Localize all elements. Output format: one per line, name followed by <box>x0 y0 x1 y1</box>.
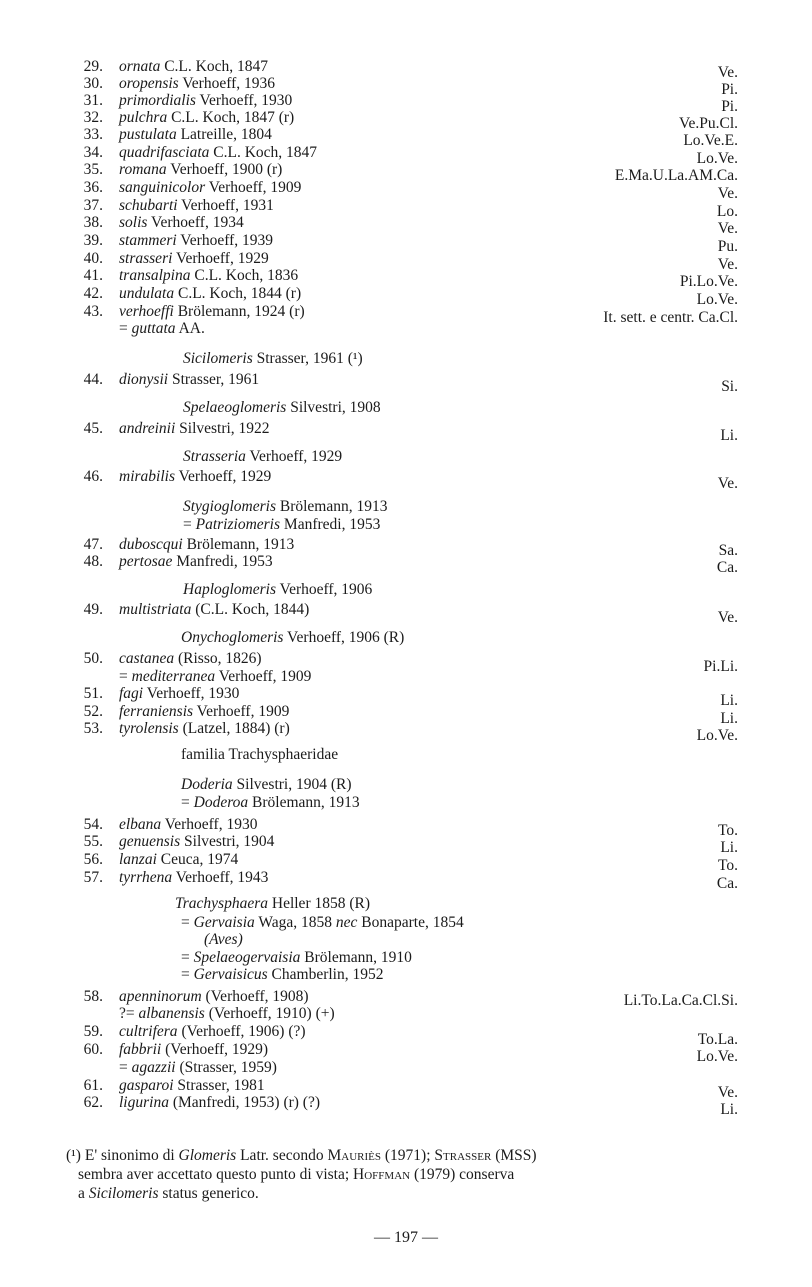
region-code: Li. <box>720 1101 738 1118</box>
genus-synonym: = Patriziomeris Manfredi, 1953 <box>183 516 381 533</box>
species-name: elbana <box>119 816 162 833</box>
species-name: schubarti <box>119 197 178 214</box>
genus-synonym: = Spelaeogervaisia Brölemann, 1910 <box>181 949 412 966</box>
species-name: solis <box>119 214 148 231</box>
list-item: 29. ornata C.L. Koch, 1847 Ve. <box>83 58 738 81</box>
species-name: primordialis <box>119 92 196 109</box>
species-name: tyrolensis <box>119 720 179 737</box>
species-name: ornata <box>119 58 161 75</box>
list-item: 45. andreinii Silvestri, 1922 Li. <box>83 420 738 444</box>
species-name: genuensis <box>119 833 181 850</box>
list-item: 56. lanzai Ceuca, 1974 To. <box>83 851 738 874</box>
species-name: ferraniensis <box>119 703 194 720</box>
genus-heading: Spelaeoglomeris Silvestri, 1908 <box>183 399 381 416</box>
genus-name: Onychoglomeris <box>181 629 284 646</box>
species-name: oropensis <box>119 75 179 92</box>
genus-heading: Stygioglomeris Brölemann, 1913 <box>183 498 388 515</box>
species-name: ligurina <box>119 1094 169 1111</box>
region-code: Ve.Pu.Cl. <box>679 115 738 132</box>
footnote-mark: (¹) <box>66 1147 81 1164</box>
species-name: romana <box>119 161 167 178</box>
list-item: 54. elbana Verhoeff, 1930 To. <box>83 816 738 839</box>
list-item: 35. romana Verhoeff, 1900 (r) E.Ma.U.La.AM.Ca. <box>83 161 738 184</box>
list-item: 38. solis Verhoeff, 1934 Ve. <box>83 214 738 237</box>
region-code: Lo.Ve.E. <box>683 132 738 149</box>
species-name: mirabilis <box>119 468 175 485</box>
list-item: 57. tyrrhena Verhoeff, 1943 Ca. <box>83 869 738 892</box>
synonym-line: = mediterranea Verhoeff, 1909 <box>119 668 312 685</box>
genus-name: Gervaisia <box>193 914 255 931</box>
list-item: 51. fagi Verhoeff, 1930 Li. <box>83 685 738 709</box>
region-code: Pi. <box>721 81 738 98</box>
region-code: It. sett. e centr. Ca.Cl. <box>603 309 738 326</box>
synonym-name: guttata <box>131 320 176 337</box>
region-code: Ve. <box>717 1084 738 1101</box>
region-code: Ve. <box>717 185 738 202</box>
region-code: Ca. <box>716 559 738 576</box>
species-name: fagi <box>119 685 144 702</box>
genus-synonym: = Gervaisia Waga, 1858 nec Bonaparte, 1854 <box>181 914 464 931</box>
genus-synonym: = Doderoa Brölemann, 1913 <box>181 794 360 811</box>
list-item: 41. transalpina C.L. Koch, 1836 Pi.Lo.Ve. <box>83 267 738 290</box>
species-name: pulchra <box>119 109 168 126</box>
synonym-name: albanensis <box>138 1005 205 1022</box>
region-code: Si. <box>721 378 738 395</box>
region-code: Li. <box>720 692 738 709</box>
region-code: Li. <box>720 710 738 727</box>
synonym-line: ?= albanensis (Verhoeff, 1910) (+) <box>119 1005 335 1022</box>
species-name: transalpina <box>119 267 191 284</box>
list-item: 44. dionysii Strasser, 1961 Si. <box>83 371 738 395</box>
genus-name: Doderia <box>181 776 233 793</box>
region-code: E.Ma.U.La.AM.Ca. <box>614 167 738 184</box>
region-code: Li. <box>720 839 738 856</box>
list-item: 52. ferraniensis Verhoeff, 1909 Li. <box>83 703 738 727</box>
region-code: Lo. <box>716 203 738 220</box>
genus-name: Strasseria <box>183 448 246 465</box>
synonym-name: agazzii <box>131 1059 176 1076</box>
list-item: 55. genuensis Silvestri, 1904 Li. <box>83 833 738 856</box>
genus-synonym-note: (Aves) <box>204 931 243 948</box>
region-code: To. <box>717 857 738 874</box>
species-name: pertosae <box>119 553 173 570</box>
region-code: Pi. <box>721 98 738 115</box>
genus-name: Stygioglomeris <box>183 498 276 515</box>
list-item: 43. verhoeffi Brölemann, 1924 (r) It. sett. e centr. Ca.Cl. <box>83 303 738 326</box>
list-item: 58. apenninorum (Verhoeff, 1908) Li.To.La.Ca.Cl.Si. <box>83 988 738 1009</box>
region-code: Ve. <box>717 220 738 237</box>
genus-name: Sicilomeris <box>183 350 253 367</box>
genus-heading: Sicilomeris Strasser, 1961 (¹) <box>183 350 363 367</box>
species-name: cultrifera <box>119 1023 178 1040</box>
region-code: Pu. <box>717 238 738 255</box>
species-name: verhoeffi <box>119 303 174 320</box>
region-code: Pi.Li. <box>703 658 738 675</box>
region-code: Ve. <box>717 475 738 492</box>
list-item: 37. schubarti Verhoeff, 1931 Lo. <box>83 197 738 220</box>
species-name: gasparoi <box>119 1077 174 1094</box>
list-item: 33. pustulata Latreille, 1804 Lo.Ve.E. <box>83 126 738 149</box>
species-name: tyrrhena <box>119 869 173 886</box>
region-code: To. <box>717 822 738 839</box>
region-code: Ve. <box>717 64 738 81</box>
list-item: 36. sanguinicolor Verhoeff, 1909 Ve. <box>83 179 738 202</box>
list-item: 46. mirabilis Verhoeff, 1929 Ve. <box>83 468 738 492</box>
genus-name: Trachysphaera <box>175 895 268 912</box>
synonym-name: mediterranea <box>131 668 216 685</box>
genus-heading: Haploglomeris Verhoeff, 1906 <box>183 581 373 598</box>
genus-heading: Trachysphaera Heller 1858 (R) <box>175 895 371 912</box>
list-item: 61. gasparoi Strasser, 1981 Ve. <box>83 1077 738 1101</box>
region-code: Lo.Ve. <box>696 291 738 308</box>
list-item: 34. quadrifasciata C.L. Koch, 1847 Lo.Ve. <box>83 144 738 167</box>
genus-name: Spelaeogervaisia <box>193 949 301 966</box>
genus-heading: Doderia Silvestri, 1904 (R) <box>181 776 352 793</box>
species-name: pustulata <box>119 126 177 143</box>
species-name: duboscqui <box>119 536 183 553</box>
list-item: 30. oropensis Verhoeff, 1936 Pi. <box>83 75 738 98</box>
species-name: strasseri <box>119 250 173 267</box>
species-name: andreinii <box>119 420 176 437</box>
list-item: 50. castanea (Risso, 1826) Pi.Li. <box>83 650 738 675</box>
synonym-line: = agazzii (Strasser, 1959) <box>119 1059 277 1076</box>
list-item: 49. multistriata (C.L. Koch, 1844) Ve. <box>83 601 738 626</box>
genus-name: Patriziomeris <box>195 516 281 533</box>
region-code: Ca. <box>716 875 738 892</box>
genus-heading: Strasseria Verhoeff, 1929 <box>183 448 343 465</box>
genus-name: Spelaeoglomeris <box>183 399 287 416</box>
region-code: Li.To.La.Ca.Cl.Si. <box>623 992 738 1009</box>
list-item: 42. undulata C.L. Koch, 1844 (r) Lo.Ve. <box>83 285 738 308</box>
list-item: 47. duboscqui Brölemann, 1913 Sa. <box>83 536 738 559</box>
list-item: 48. pertosae Manfredi, 1953 Ca. <box>83 553 738 576</box>
species-name: undulata <box>119 285 175 302</box>
genus-heading: Onychoglomeris Verhoeff, 1906 (R) <box>181 629 405 646</box>
species-name: multistriata <box>119 601 192 618</box>
genus-name: Haploglomeris <box>183 581 276 598</box>
list-item: 53. tyrolensis (Latzel, 1884) (r) Lo.Ve. <box>83 720 738 744</box>
list-item: 39. stammeri Verhoeff, 1939 Pu. <box>83 232 738 255</box>
species-name: sanguinicolor <box>119 179 206 196</box>
genus-name: Doderoa <box>193 794 249 811</box>
family-heading: familia Trachysphaeridae <box>181 746 339 763</box>
region-code: Lo.Ve. <box>696 150 738 167</box>
genus-name: Gervaisicus <box>193 966 268 983</box>
list-item: 32. pulchra C.L. Koch, 1847 (r) Ve.Pu.Cl. <box>83 109 738 132</box>
species-name: fabbrii <box>119 1041 162 1058</box>
region-code: Lo.Ve. <box>696 727 738 744</box>
species-name: apenninorum <box>119 988 202 1005</box>
document-page: 29. ornata C.L. Koch, 1847 Ve. 30. oropensis Verhoeff, 1936 Pi. 31. primordialis Verhoeff, 1930 Pi. 32. pulchra C.L. Koch, 1847 (r) Ve.Pu.Cl. 33. pustulata Latreille, 1804 Lo.Ve.E. 34. quadrifasciata C.L. Koch, 1847 Lo.Ve. 35. romana Verhoeff, 1900 (r) E.Ma.U.La.AM.Ca. 36. sanguinicolor Verhoeff, 1909 Ve. 37. schubarti Verhoeff, 1931 Lo. 38. solis Verhoeff, 1934 Ve. 39. stammeri Verhoeff, 1939 Pu. 40. strasseri Verhoeff, 1929 Ve. 41. transalpina C.L. Koch, 1836 Pi.Lo.Ve. 42. undulata C.L. Koch, 1844 (r) Lo.Ve. 43. verhoeffi Brölemann, 1924 (r) It. sett. e centr. Ca.Cl. = guttata AA. Sicilomeris Strasser, 1961 (¹) 44. dionysii Strasser, 1961 Si. Spelaeoglomeris Silvestri, 1908 45. andreinii Silvestri, 1922 Li. Strasseria Verhoeff, 1929 46. mirabilis Verhoeff, 1929 Ve. Stygioglomeris Brölemann, 1913 = Patriziomeris Manfredi, 1953 47. duboscqui Brölemann, 1913 Sa. 48. pertosae Manfredi, 1953 Ca. Haploglomeris Verhoeff, 1906 49. multistriata (C.L. Koch, 1844) Ve. Onychoglomeris Verhoeff, 1906 (R) 50. castanea (Risso, 1826) Pi.Li. = mediterranea Verhoeff, 1909 51. fagi Verhoeff, 1930 Li. 52. ferraniensis Verhoeff, 1909 Li. 53. tyrolensis (Latzel, 1884) (r) Lo.Ve. familia Trachysphaeridae Doderia Silvestri, 1904 (R) = Doderoa Brölemann, 1913 54. elbana Verhoeff, 1930 To. 55. genuensis Silvestri, 1904 Li. 56. lanzai Ceuca, 1974 To. 57. tyrrhena Verhoeff, 1943 Ca. Trachysphaera Heller 1858 (R) = Gervaisia Waga, 1858 nec Bonaparte, 1854 (Aves) = Spelaeogervaisia Brölemann, 1910 = Gervaisicus Chamberlin, 1952 58. apenninorum (Verhoeff, 1908) Li.To.La.Ca.Cl.Si. ?= albanensis (Verhoeff, 1910) (+) 59. cultrifera (Verhoeff, 1906) (?) To.La. 60. fabbrii (Verhoeff, 1929) Lo.Ve. = agazzii (Strasser, 1959) 61. gasparoi Strasser, 1981 Ve. 62. ligurina (Manfredi, 1953) (r) (?) Li. (¹) E' sinonimo di Glomeris Latr. secondo Mauriès (1971); Strasser (MSS) sembra aver accettato questo punto di vista; Hoffman (1979) conserva a Sicilomeris status generico. — 197 — <box>0 0 812 1287</box>
list-item: 62. ligurina (Manfredi, 1953) (r) (?) Li. <box>83 1094 738 1118</box>
region-code: To.La. <box>697 1031 738 1048</box>
region-code: Lo.Ve. <box>696 1048 738 1065</box>
species-name: dionysii <box>119 371 169 388</box>
page-number: — 197 — <box>374 1229 438 1246</box>
region-code: Sa. <box>718 542 738 559</box>
species-name: castanea <box>119 650 175 667</box>
list-item: 31. primordialis Verhoeff, 1930 Pi. <box>83 92 738 115</box>
species-name: quadrifasciata <box>119 144 210 161</box>
species-name: stammeri <box>119 232 177 249</box>
list-item: 40. strasseri Verhoeff, 1929 Ve. <box>83 250 738 273</box>
region-code: Ve. <box>717 609 738 626</box>
list-item: 60. fabbrii (Verhoeff, 1929) Lo.Ve. <box>83 1041 738 1065</box>
region-code: Pi.Lo.Ve. <box>679 273 738 290</box>
synonym-line: = guttata AA. <box>119 320 205 337</box>
region-code: Ve. <box>717 256 738 273</box>
genus-synonym: = Gervaisicus Chamberlin, 1952 <box>181 966 384 983</box>
species-name: lanzai <box>119 851 157 868</box>
region-code: Li. <box>720 427 738 444</box>
list-item: 59. cultrifera (Verhoeff, 1906) (?) To.La. <box>83 1023 738 1048</box>
